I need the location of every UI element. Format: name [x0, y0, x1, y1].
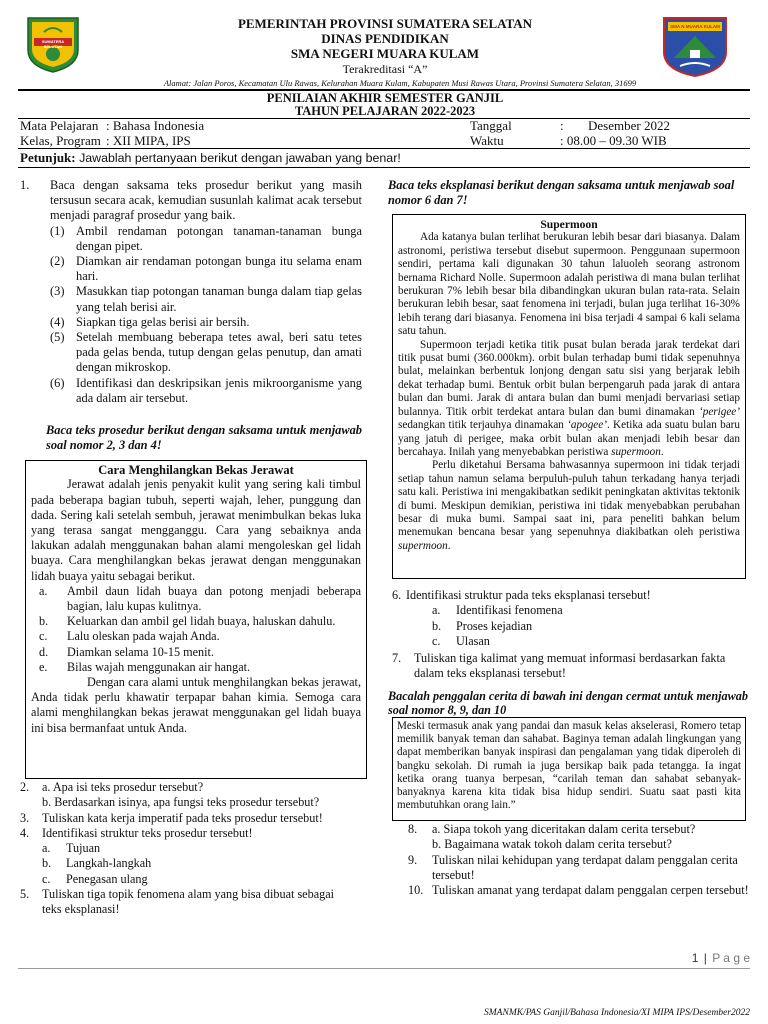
- q1-step-item: [50, 224, 362, 254]
- procedure-title: Cara Menghilangkan Bekas Jerawat: [98, 463, 294, 477]
- procedure-step-item-text: Keluarkan dan ambil gel lidah buaya, haluskan dahulu.: [67, 614, 336, 629]
- q5-number: 5.: [20, 887, 30, 902]
- q1-step-item: [50, 376, 362, 406]
- intro-q6-7: Baca teks eksplanasi berikut dengan saksama untuk menjawab soal nomor 6 dan 7!: [388, 178, 735, 208]
- instruction-divider: [18, 167, 750, 168]
- p3-supermoon: supermoon: [398, 539, 448, 552]
- q6-option-item-text: Ulasan: [456, 633, 490, 648]
- explanation-title: Supermoon: [540, 218, 598, 231]
- q6-number: 6.: [392, 588, 402, 602]
- q4-option-item-text: Tujuan: [66, 841, 101, 856]
- intro-q2-4: Baca teks prosedur berikut dengan saksama untuk menjawab soal nomor 2, 3 dan 4!: [46, 423, 362, 453]
- time-value: : 08.00 – 09.30 WIB: [560, 133, 667, 148]
- questions-8-10: [408, 822, 754, 898]
- p2-part-b: sedangkan titik terjauhya dinamakan: [398, 419, 568, 432]
- school-logo-text: SMA N MUARA KULAM: [670, 24, 720, 29]
- q6-option-item-text: Identifikasi fenomena: [456, 603, 563, 618]
- procedure-step-item: [39, 660, 361, 675]
- accreditation: Terakreditasi “A”: [342, 62, 428, 76]
- q6-option-item: [432, 603, 752, 618]
- q2-number: 2.: [20, 780, 30, 794]
- subject-value: : Bahasa Indonesia: [106, 118, 205, 133]
- q6-option-item-text: Proses kejadian: [456, 618, 533, 633]
- q6-option-item-number: a.: [432, 603, 441, 618]
- date-colon: :: [560, 118, 564, 133]
- school-logo: [660, 14, 730, 78]
- explanation-paragraph-2: [398, 339, 740, 460]
- gov-title: PEMERINTAH PROVINSI SUMATERA SELATAN: [237, 16, 533, 31]
- exam-title: PENILAIAN AKHIR SEMESTER GANJIL: [266, 91, 504, 105]
- procedure-step-item-number: e.: [39, 659, 48, 674]
- date-label: Tanggal: [470, 118, 512, 133]
- time-label: Waktu: [470, 133, 504, 148]
- q8-number: 8.: [408, 822, 418, 836]
- q1-step-item-text: Masukkan tiap potongan tanaman bunga dalam tiap gelas yang telah berisi air.: [76, 284, 362, 314]
- school-name: SMA NEGERI MUARA KULAM: [290, 46, 480, 61]
- page-indicator: [692, 951, 750, 965]
- procedure-step-item: [39, 584, 361, 614]
- q1-step-item-number: (4): [50, 314, 65, 329]
- procedure-paragraph-2: Dengan cara alami untuk menghilangkan bekas jerawat, Anda tidak perlu khawatir terpapar bahan kimia. Semoga cara alami menghilangkan bekas jerawat menggunakan gel lidah buaya ini bisa bermanfaat untuk Anda.: [31, 675, 361, 735]
- procedure-step-item-number: c.: [39, 629, 48, 644]
- instruction-label: Petunjuk:: [20, 150, 76, 165]
- procedure-step-item: [39, 629, 361, 644]
- p2-apogee: ‘apogee’: [567, 419, 607, 432]
- exam-year: TAHUN PELAJARAN 2022-2023: [294, 104, 476, 118]
- q1-step-item: [50, 315, 362, 330]
- q4-option-item-text: Penegasan ulang: [66, 871, 148, 886]
- procedure-step-item-text: Lalu oleskan pada wajah Anda.: [67, 629, 220, 644]
- q10-text: Tuliskan amanat yang terdapat dalam penggalan cerpen tersebut!: [432, 883, 749, 898]
- page-separator: |: [703, 951, 707, 965]
- page-word: P a g e: [712, 951, 750, 965]
- p2-part-a: Supermoon terjadi ketika titik pusat bulan berada jarak terdekat dari titik pusat bumi (360.000km). orbit bulan terhadap bumi tidak sepenuhnya bulat, melainkan berbentuk lonjong dengan satu sisi yang berjarak lebih dekat terhadap bumi. Bentuk orbit bulan berpengaruh pada jarak di antara bulan dan bumi. Jarak di antara bulan dan bumi menjadi bervariasi setiap bulannya. Titik orbit terdekat antara bulan dan bumi dinamakan: [398, 338, 740, 418]
- school-address: Alamat: Jalan Poros, Kecamatan Ulu Rawas, Kelurahan Muara Kulam, Kabupaten Musi Rawas Utara, Provinsi Sumatera Selatan, 31699: [163, 78, 637, 88]
- q1-step-item-text: Siapkan tiga gelas berisi air bersih.: [76, 314, 250, 329]
- q1-step-item: [50, 254, 362, 284]
- instruction-text: Jawablah pertanyaan berikut dengan jawaban yang benar!: [75, 151, 401, 165]
- procedure-step-item-text: Ambil daun lidah buaya dan potong menjadi beberapa bagian, lalu kupas kulitnya.: [67, 583, 361, 614]
- q1-step-item: [50, 284, 362, 314]
- procedure-step-item-number: d.: [39, 644, 49, 659]
- question-1: [20, 178, 362, 406]
- procedure-step-item: [39, 614, 361, 629]
- q1-step-item-number: (2): [50, 254, 65, 269]
- procedure-step-item-text: Diamkan selama 10-15 menit.: [67, 644, 214, 659]
- procedure-step-item-text: Bilas wajah menggunakan air hangat.: [67, 659, 251, 674]
- q6-text: Identifikasi struktur pada teks eksplanasi tersebut!: [406, 588, 651, 602]
- q1-step-item-number: (1): [50, 223, 65, 238]
- procedure-step-item-number: b.: [39, 614, 49, 629]
- q7-number: 7.: [392, 651, 402, 666]
- q4-text: Identifikasi struktur teks prosedur tersebut!: [42, 825, 253, 840]
- page-number: 1: [691, 951, 699, 965]
- q9-text: Tuliskan nilai kehidupan yang terdapat dalam penggalan cerita tersebut!: [432, 852, 738, 882]
- instruction: [20, 150, 401, 166]
- date-value: Desember 2022: [588, 118, 670, 133]
- province-logo-text: SUMATERA SELATAN: [41, 39, 65, 49]
- footer-divider: [18, 968, 750, 969]
- q5-text: Tuliskan tiga topik fenomena alam yang bisa dibuat sebagai teks eksplanasi!: [42, 887, 334, 917]
- q7-text: Tuliskan tiga kalimat yang memuat informasi berdasarkan fakta dalam teks eksplanasi tersebut!: [414, 651, 726, 681]
- dept-title: DINAS PENDIDIKAN: [321, 31, 449, 46]
- procedure-paragraph-1: Jerawat adalah jenis penyakit kulit yang sering kali timbul pada beberapa bagian tubuh, seperti wajah, leher, punggung dan dada. Sering kali setelah sembuh, jerawat menimbulkan bekas luka yang terasa sangat mengganggu. Cara yang sebaiknya anda lakukan adalah menggunakan bahan alami mengoleskan gel lidah buaya. Cara menghilangkan bekas jerawat dengan menggunakan lidah buaya yaitu sebagai berikut.: [31, 477, 361, 583]
- q3-text: Tuliskan kata kerja imperatif pada teks prosedur tersebut!: [42, 810, 323, 825]
- q9-number: 9.: [408, 852, 418, 867]
- procedure-steps: [39, 584, 361, 675]
- q1-text: Baca dengan saksama teks prosedur berikut yang masih tersusun secara acak, kemudian susunlah kalimat acak tersebut menjadi paragraf prosedur yang baik.: [50, 178, 362, 223]
- p3-part-a: Perlu diketahui Bersama bahwasannya supermoon ini tidak terjadi setiap tahun namun selama berpuluh-puluh tahun terkadang hanya terjadi satu kali. Peristiwa ini mengakibatkan sedikit peningkatan aktivitas tektonik di bumi. Meskipun demikian, peristiwa ini tidak menyebabkan perubahan besar di muka bumi. Sampai saat ini, para peneliti bahkan belum menemukan bencana besar yang sepenuhnya diakibatkan oleh peristiwa: [398, 459, 740, 539]
- explanation-text-box: [392, 214, 746, 579]
- q1-step-item-text: Setelah membuang beberapa tetes awal, beri satu tetes pada gelas benda, tutup dengan gelas penutup, dan amati dengan mikroskop.: [76, 330, 362, 375]
- q6-option-item-number: c.: [432, 633, 441, 648]
- q4-option-item: [42, 872, 370, 887]
- q1-step-item-text: Diamkan air rendaman potongan bunga itu selama enam hari.: [76, 254, 362, 284]
- procedure-step-item-number: a.: [39, 583, 48, 598]
- q4-option-item-text: Langkah-langkah: [66, 856, 152, 871]
- q8a-text: a. Siapa tokoh yang diceritakan dalam cerita tersebut?: [432, 822, 696, 836]
- story-text-box: Meski termasuk anak yang pandai dan masuk kelas akselerasi, Romero tetap memilik banyak teman dan sahabat. Baginya teman adalah lingkungan yang dapat memberikan banyak inspirasi dan pengalaman yang tidak diperoleh di bangku sekolah. Di rumah ia juga bersikap baik pada tetangga. Ia ingat ketika orang tuanya berpesan, “carilah teman dan sahabat sebanyak-banyaknya karena kita tidak bisa hidup sendiri. Suatu saat pasti kita membutuhkan orang lain.”: [392, 717, 746, 821]
- info-divider-bottom: [18, 148, 750, 149]
- q4-option-item-number: b.: [42, 856, 52, 871]
- explanation-paragraph-3: [398, 459, 740, 553]
- q10-number: 10.: [408, 883, 424, 898]
- p2-perigee: ‘perigee’: [699, 405, 740, 418]
- procedure-text-box: [25, 460, 367, 779]
- q1-step-item-text: Identifikasi dan deskripsikan jenis mikroorganisme yang ada dalam air tersebut.: [76, 375, 362, 405]
- q1-step-list: [50, 224, 362, 406]
- class-value: : XII MIPA, IPS: [106, 133, 191, 148]
- q6-option-item: [432, 634, 752, 649]
- p3-end: .: [447, 539, 451, 552]
- q4-option-item: [42, 841, 370, 856]
- q4-option-item-number: a.: [42, 841, 51, 856]
- q4-option-item: [42, 856, 370, 871]
- questions-2-5: [20, 780, 370, 918]
- q1-step-item-number: (6): [50, 375, 65, 390]
- q1-step-item-text: Ambil rendaman potongan tanaman-tanaman bunga dengan pipet.: [76, 223, 362, 253]
- q6-option-item: [432, 619, 752, 634]
- q2b-text: b. Berdasarkan isinya, apa fungsi teks prosedur tersebut?: [42, 795, 320, 810]
- intro-q8-10: Bacalah penggalan cerita di bawah ini dengan cermat untuk menjawab soal nomor 8, 9, dan 10: [388, 689, 748, 717]
- q4-options: [42, 841, 370, 887]
- p2-part-c: . Ketika ada suatu bulan baru yang jatuh di perigee, maka orbit bulan akan menjadi lebih besar dan bercahaya. Inilah yang menyebabkan peristiwa: [398, 419, 740, 458]
- q2a-text: a. Apa isi teks prosedur tersebut?: [42, 780, 204, 794]
- subject-label: Mata Pelajaran: [20, 118, 99, 133]
- q3-number: 3.: [20, 810, 30, 825]
- q1-number: 1.: [20, 178, 30, 192]
- q4-number: 4.: [20, 825, 30, 840]
- province-logo: [22, 14, 84, 74]
- q6-options: [432, 603, 752, 649]
- q8b-text: b. Bagaimana watak tokoh dalam cerita tersebut?: [432, 837, 672, 852]
- class-label: Kelas, Program: [20, 133, 101, 148]
- q6-option-item-number: b.: [432, 618, 442, 633]
- q1-step-item-number: (3): [50, 284, 65, 299]
- explanation-paragraph-1: Ada katanya bulan terlihat berukuran lebih besar dari biasanya. Dalam astronomi, peristiwa tersebut disebut supermoon. Penggunaan supermoon sendiri, pertama kali digunakan 30 tahun laluoleh seorang astronom bernama Richard Nolle. Supermoon adalah peristiwa di mana bulan terlihat berukuran 7% lebih besar bila dibandingkan ukuran bulan rata-rata. Selain berukuran lebih besar, saat fenomena ini terjadi, bulan juga terlihat 16-30% lebih terang dari biasanya. Fenomena ini bisa terjadi 4 sampai 6 kali selama satu tahun.: [398, 231, 740, 338]
- q4-option-item-number: c.: [42, 871, 51, 886]
- q1-step-item: [50, 330, 362, 376]
- q1-step-item-number: (5): [50, 330, 65, 345]
- p2-end: .: [660, 445, 664, 458]
- p2-supermoon: supermoon: [611, 445, 661, 458]
- procedure-step-item: [39, 645, 361, 660]
- document-code: SMANMK/PAS Ganjil/Bahasa Indonesia/XI MIPA IPS/Desember2022: [484, 1008, 750, 1018]
- questions-6-7: [392, 588, 752, 682]
